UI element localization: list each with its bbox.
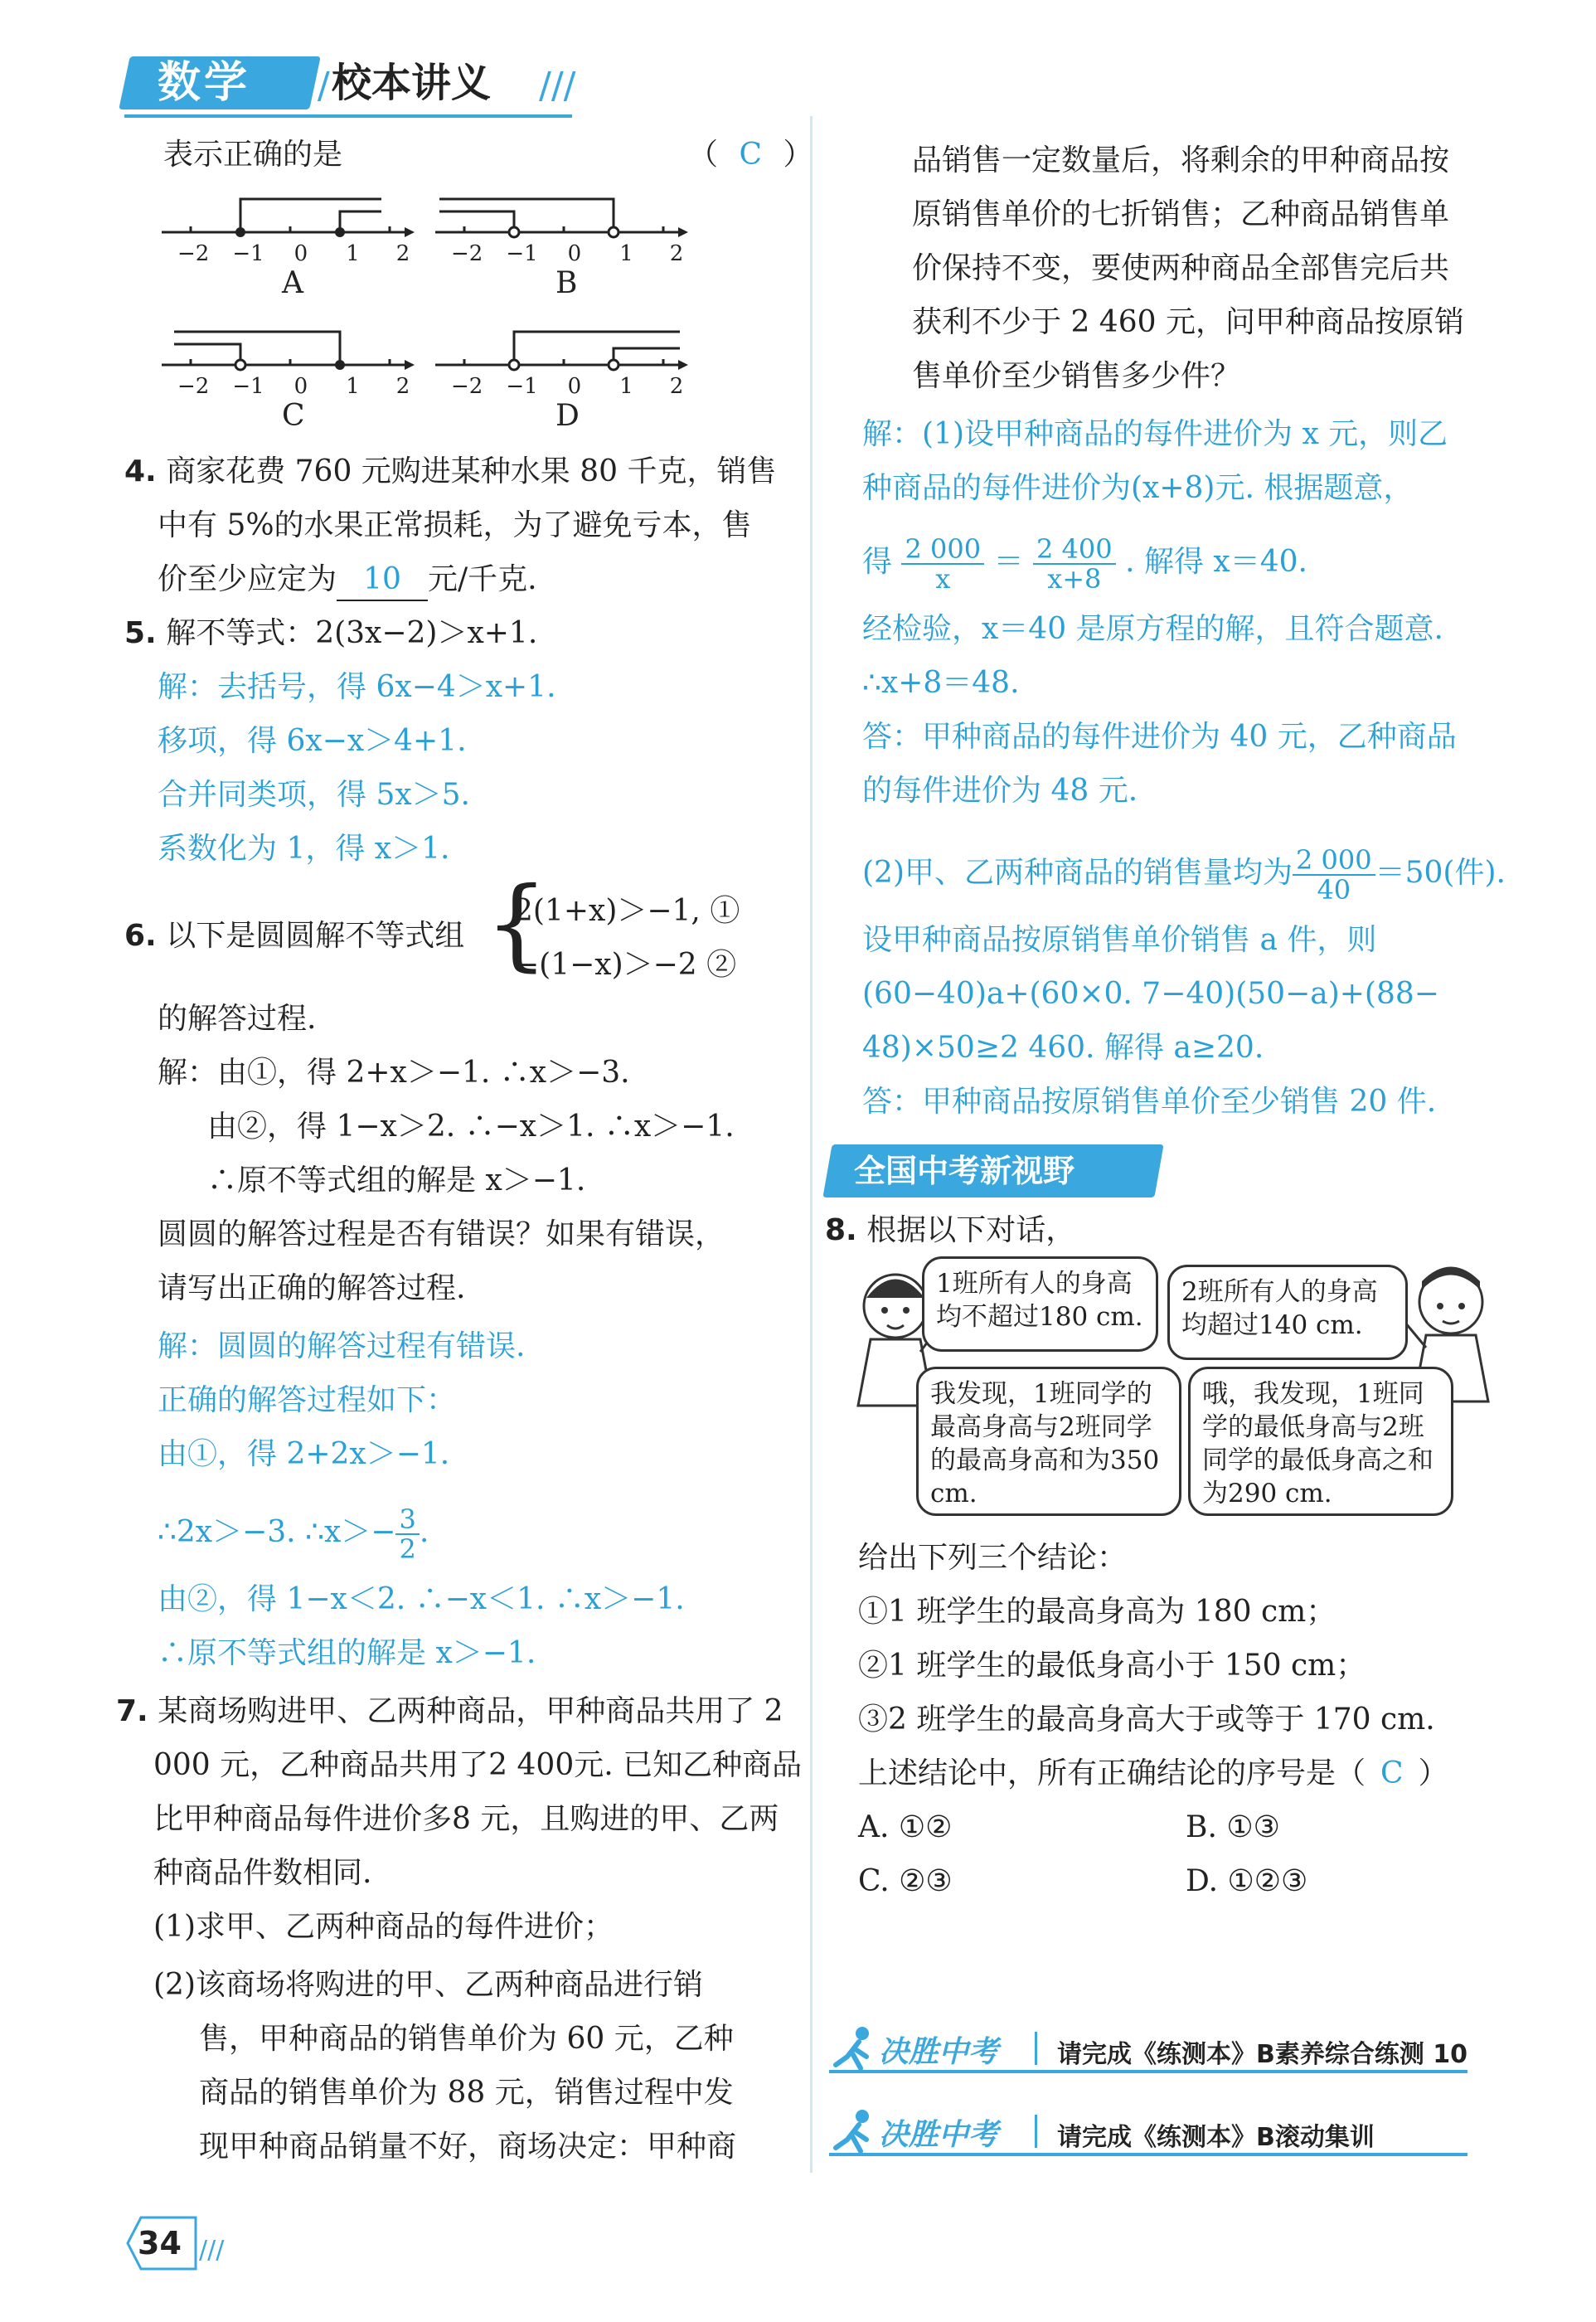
q6-prompt: 6. 以下是圆圆解不等式组 [124, 919, 465, 953]
system-brace: { [485, 867, 549, 982]
q4-line3: 价至少应定为 10 元/千克. [158, 560, 537, 601]
number-line-a [162, 199, 415, 237]
q8-lead: 给出下列三个结论： [858, 1541, 1128, 1575]
q6-system-eq2: −(1−x)＞−2 ② [514, 948, 737, 982]
column-divider [810, 116, 813, 2173]
number-line-b [435, 199, 688, 237]
q5-number: 5. [124, 616, 157, 650]
speech-bubble: 我发现，1班同学的最高身高与2班同学的最高身高和为350 cm. [916, 1367, 1181, 1516]
q3-answer-bracket [688, 135, 813, 175]
q8-option-b: B. ①③ [1186, 1810, 1280, 1844]
bracket-open: （ [688, 138, 719, 172]
q7-part2-line: 商品的销售单价为 88 元，销售过程中发 [199, 2076, 734, 2110]
q8-answer: C [1380, 1756, 1404, 1790]
q7-solution-line: 答：甲种商品按原销售单价至少销售 20 件. [862, 1085, 1437, 1119]
fraction: $\frac{2 000}{40}$ [1293, 846, 1375, 904]
q7-solution-line: 48)×50≥2 460. 解得 a≥20. [862, 1031, 1264, 1065]
q5-prompt: 5. 解不等式：2(3x−2)＞x+1. [124, 616, 538, 650]
q6-work-line: 由②，得 1−x＞2. ∴−x＞1. ∴x＞−1. [207, 1110, 735, 1144]
page-number-slash-icon: /// [199, 2236, 225, 2265]
header-slash-icon: /// [539, 65, 576, 107]
q7-part1: (1)求甲、乙两种商品的每件进价； [153, 1910, 614, 1944]
q7-line: 比甲种商品每件进价多8 元，且购进的甲、乙两 [153, 1802, 779, 1836]
q7-cont-line: 价保持不变，要使两种商品全部售完后共 [912, 251, 1450, 285]
q7-part2-line: 售，甲种商品的销售单价为 60 元，乙种 [199, 2022, 734, 2056]
q4-line1: 4. 商家花费 760 元购进某种水果 80 千克，销售 [124, 454, 777, 488]
tick-labels-b: −2 −1 0 1 2 [451, 241, 684, 266]
option-label-c: C [282, 399, 305, 433]
q8-conclusion: ③2 班学生的最高身高大于或等于 170 cm. [858, 1703, 1435, 1737]
q6-solution-line: ∴2x＞−3. ∴x＞− $\frac{3}{2}$ . [158, 1503, 429, 1565]
q7-line: 000 元，乙种商品共用了2 400元. 已知乙种商品 [153, 1748, 803, 1782]
header-title: 校本讲义 [332, 60, 492, 106]
q7-solution-line: 解：(1)设甲种商品的每件进价为 x 元，则乙 [862, 417, 1448, 451]
q7-solution-line: 设甲种商品按原销售单价销售 a 件，则 [862, 923, 1377, 957]
q4-number: 4. [124, 454, 157, 488]
header-subject: 数学 [158, 58, 251, 108]
option-label-d: D [555, 399, 580, 433]
speech-bubble: 2班所有人的身高均超过140 cm. [1167, 1265, 1408, 1360]
q7-cont-line: 售单价至少销售多少件？ [912, 359, 1241, 393]
fraction: $\frac{2 000}{x}$ [901, 535, 984, 593]
header-underline [124, 114, 572, 118]
tick-labels-a: −2 −1 0 1 2 [177, 241, 410, 266]
q6-prompt-tail: 的解答过程. [158, 1002, 317, 1036]
q6-number: 6. [124, 919, 157, 953]
q6-question: 请写出正确的解答过程. [158, 1271, 466, 1305]
q6-solution-line: 由①，得 2+2x＞−1. [158, 1437, 450, 1471]
page-number: 34 [138, 2225, 182, 2261]
q8-prompt: 8. 根据以下对话， [825, 1213, 1076, 1247]
section-title: 全国中考新视野 [854, 1153, 1075, 1189]
q7-part2-line: 现甲种商品销量不好，商场决定：甲种商 [199, 2130, 737, 2164]
q7-solution-line: 的每件进价为 48 元. [862, 774, 1138, 808]
footer-brand: 决胜中考 [879, 2035, 999, 2069]
q7-solution-line: 种商品的每件进价为(x+8)元. 根据题意， [862, 471, 1414, 505]
q6-solution-line: 正确的解答过程如下： [158, 1383, 457, 1417]
q8-option-c: C. ②③ [858, 1864, 953, 1898]
q5-solution-step: 合并同类项，得 5x＞5. [158, 778, 470, 812]
fraction: $\frac{3}{2}$ [395, 1505, 419, 1563]
q4-answer-blank: 10 [337, 560, 428, 601]
q6-work-line: 解：由①，得 2+x＞−1. ∴x＞−3. [158, 1056, 630, 1090]
q7-cont-line: 获利不少于 2 460 元，问甲种商品按原销 [912, 305, 1464, 339]
tick-labels-d: −2 −1 0 1 2 [451, 374, 684, 399]
speech-bubble: 哦，我发现，1班同学的最低身高与2班同学的最低身高之和为290 cm. [1188, 1367, 1453, 1516]
footer-task-text: 请完成《练测本》B素养综合练测 10 [1057, 2040, 1468, 2069]
q7-solution-line: (60−40)a+(60×0. 7−40)(50−a)+(88− [862, 977, 1439, 1011]
option-label-b: B [555, 266, 578, 300]
q7-cont-line: 品销售一定数量后，将剩余的甲种商品按 [912, 143, 1450, 177]
runner-icon [829, 2023, 879, 2070]
q7-solution-line: 答：甲种商品的每件进价为 40 元，乙种商品 [862, 720, 1457, 754]
page-header [124, 50, 589, 120]
bracket-close: ） [783, 138, 813, 172]
q5-solution-step: 系数化为 1，得 x＞1. [158, 832, 450, 866]
q7-line: 7. 某商场购进甲、乙两种商品，甲种商品共用了 2 [116, 1694, 783, 1728]
q7-solution-line: 经检验，x＝40 是原方程的解，且符合题意. [862, 612, 1443, 646]
q8-ask: 上述结论中，所有正确结论的序号是（ C ） [858, 1756, 1448, 1790]
footer-task-text: 请完成《练测本》B滚动集训 [1057, 2123, 1375, 2152]
q5-solution-step: 移项，得 6x−x＞4+1. [158, 724, 467, 758]
q7-cont-line: 原销售单价的七折销售；乙种商品销售单 [912, 197, 1450, 231]
q7-solution-line: ∴x+8＝48. [862, 666, 1020, 700]
q8-conclusion: ①1 班学生的最高身高为 180 cm； [858, 1595, 1336, 1629]
runner-icon [829, 2106, 879, 2153]
q6-solution-line: 解：圆圆的解答过程有错误. [158, 1329, 526, 1363]
q8-option-a: A. ①② [858, 1810, 953, 1844]
q6-work-line: ∴原不等式组的解是 x＞−1. [207, 1163, 586, 1197]
q4-line2: 中有 5%的水果正常损耗，为了避免亏本，售 [158, 508, 752, 542]
number-line-c [162, 332, 415, 370]
q7-solution-equation: 得 $\frac{2 000}{x}$ ＝ $\frac{2 400}{x+8}$ . 解得 x＝40. [862, 533, 1307, 595]
option-label-a: A [282, 266, 303, 300]
fraction: $\frac{2 400}{x+8}$ [1033, 535, 1116, 593]
footer-brand: 决胜中考 [879, 2118, 999, 2152]
q5-solution-step: 解：去括号，得 6x−4＞x+1. [158, 670, 556, 704]
number-line-d [435, 332, 688, 370]
q8-number: 8. [825, 1213, 857, 1247]
q8-option-d: D. ①②③ [1186, 1864, 1308, 1898]
q3-prompt: 表示正确的是 [163, 138, 343, 172]
q6-question: 圆圆的解答过程是否有错误？如果有错误， [158, 1217, 725, 1251]
footer-separator [1035, 2115, 1037, 2148]
q7-part2-line: (2)该商场将购进的甲、乙两种商品进行销 [153, 1968, 703, 2002]
footer-separator [1035, 2032, 1037, 2065]
speech-bubble: 1班所有人的身高均不超过180 cm. [922, 1256, 1158, 1352]
tick-labels-c: −2 −1 0 1 2 [177, 374, 410, 399]
q6-solution-line: ∴原不等式组的解是 x＞−1. [158, 1636, 536, 1670]
q3-answer: C [739, 138, 763, 172]
q7-line: 种商品件数相同. [153, 1856, 372, 1890]
q6-solution-line: 由②，得 1−x＜2. ∴−x＜1. ∴x＞−1. [158, 1582, 685, 1616]
q6-system-eq1: 2(1+x)＞−1, ① [514, 894, 740, 928]
header-slash-icon: // [305, 65, 330, 107]
q8-conclusion: ②1 班学生的最低身高小于 150 cm； [858, 1649, 1366, 1683]
q7-number: 7. [116, 1694, 148, 1728]
q7-solution-equation: (2)甲、乙两种商品的销售量均为 $\frac{2 000}{40}$ ＝50(件). [862, 844, 1506, 906]
